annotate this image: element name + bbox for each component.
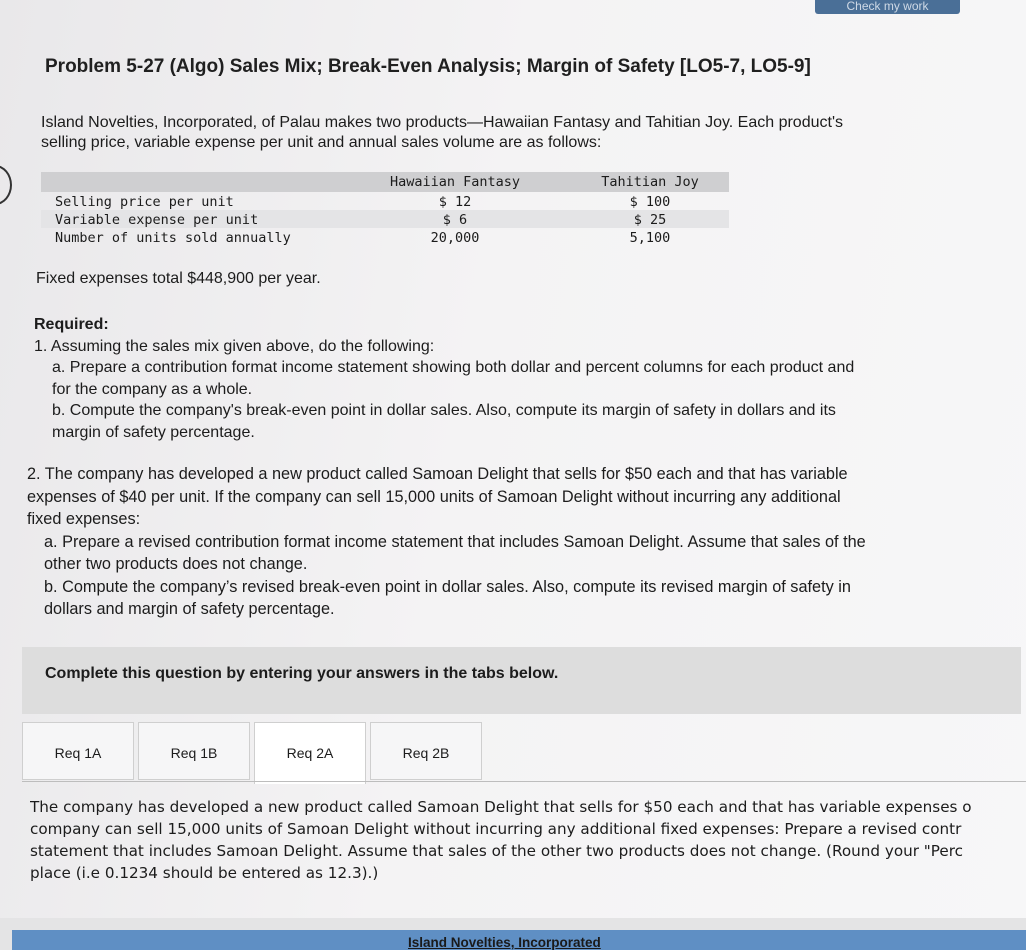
product-data-table <box>41 172 729 246</box>
requirement-2-cont: expenses of $40 per unit. If the company can sell 15,000 units of Samoan Delight without incurring any additional <box>27 487 841 506</box>
row-label: Selling price per unit <box>55 194 234 210</box>
tab-req-1b[interactable]: Req 1B <box>138 722 250 780</box>
requirement-2-section <box>27 463 1012 621</box>
requirement-1: 1. Assuming the sales mix given above, do the following: <box>34 337 435 355</box>
cell-value: $ 12 <box>438 194 472 210</box>
column-header-tahitian-joy: Tahitian Joy <box>601 174 699 190</box>
table-header <box>41 172 729 192</box>
row-label: Number of units sold annually <box>55 230 291 246</box>
page-title: Problem 5-27 (Algo) Sales Mix; Break-Even Analysis; Margin of Safety [LO5-7, LO5-9] <box>45 56 811 77</box>
requirement-1b: b. Compute the company's break-even point in dollar sales. Also, compute its margin of safety in dollars and its <box>52 402 836 419</box>
tab-instructions <box>30 796 1026 886</box>
requirement-1a: a. Prepare a contribution format income statement showing both dollar and percent columns for each product and <box>52 359 855 376</box>
tab-req-1a[interactable]: Req 1A <box>22 722 134 780</box>
requirement-2a-cont: other two products does not change. <box>44 555 308 573</box>
statement-company-name: Island Novelties, Incorporated <box>408 935 601 950</box>
tab-req-2b[interactable]: Req 2B <box>370 722 482 780</box>
requirement-2b: b. Compute the company’s revised break-even point in dollar sales. Also, compute its revised margin of safety in <box>44 577 851 596</box>
cell-value: $ 25 <box>633 212 667 228</box>
cursor-circle <box>0 165 12 205</box>
intro-line: Island Novelties, Incorporated, of Palau makes two products—Hawaiian Fantasy and Tahitian Joy. Each product's <box>41 114 843 131</box>
requirement-1a-cont: for the company as a whole. <box>52 380 253 398</box>
cell-value: 20,000 <box>430 230 480 246</box>
table-row <box>41 228 729 246</box>
cell-value: 5,100 <box>629 230 671 246</box>
table-row <box>41 192 729 210</box>
tab-divider <box>22 781 1026 782</box>
requirement-2: 2. The company has developed a new product called Samoan Delight that sells for $50 each and that has variable <box>27 465 848 483</box>
check-my-work-button[interactable]: Check my work <box>815 0 960 14</box>
complete-banner <box>22 647 1021 714</box>
tab-req-2a[interactable]: Req 2A <box>254 722 366 784</box>
table-row <box>41 210 729 228</box>
statement-header-bar <box>12 930 1026 950</box>
instruction-line: statement that includes Samoan Delight. Assume that sales of the other two products does not change. (Round your "Perc <box>30 842 964 860</box>
row-label: Variable expense per unit <box>55 212 259 228</box>
requirement-2a: a. Prepare a revised contribution format income statement that includes Samoan Delight. Assume that sales of the <box>44 532 866 551</box>
intro-text <box>41 113 961 153</box>
instruction-line: company can sell 15,000 units of Samoan Delight without incurring any additional fixed expenses: Prepare a revised contr <box>30 820 962 838</box>
required-heading: Required: <box>34 316 109 333</box>
cell-value: $ 6 <box>442 212 468 228</box>
requirement-1b-cont: margin of safety percentage. <box>52 423 255 441</box>
intro-line: selling price, variable expense per unit and annual sales volume are as follows: <box>41 134 602 151</box>
column-header-hawaiian-fantasy: Hawaiian Fantasy <box>389 174 521 190</box>
instruction-line: place (i.e 0.1234 should be entered as 12.3).) <box>30 864 379 882</box>
required-section <box>34 314 1004 443</box>
complete-banner-text: Complete this question by entering your answers in the tabs below. <box>45 665 559 682</box>
requirement-2b-cont: dollars and margin of safety percentage. <box>44 600 335 618</box>
requirement-2-cont: fixed expenses: <box>27 510 141 528</box>
fixed-expenses-text: Fixed expenses total $448,900 per year. <box>36 270 321 287</box>
cell-value: $ 100 <box>629 194 671 210</box>
instruction-line: The company has developed a new product called Samoan Delight that sells for $50 each and that has variable expenses o <box>30 798 972 816</box>
